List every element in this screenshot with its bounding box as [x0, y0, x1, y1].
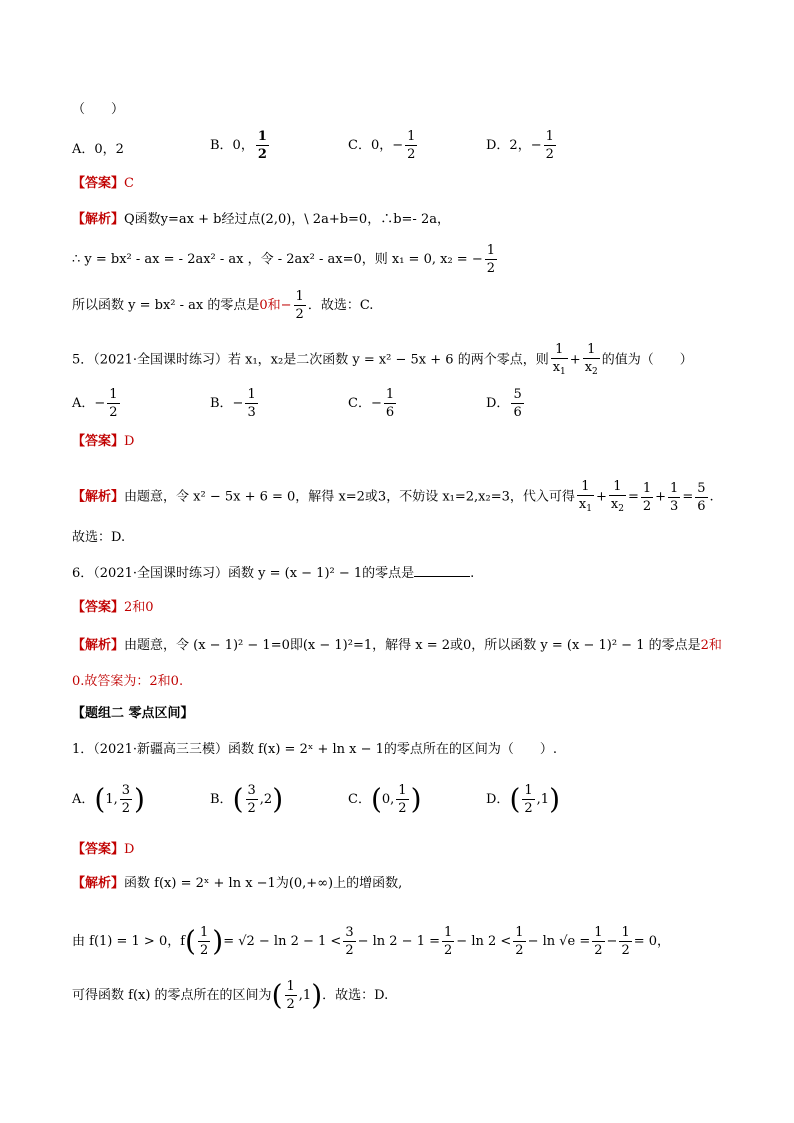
q5-stem: 5．（2021·全国课时练习）若 x₁，x₂是二次函数 y = x² − 5x + 6 的两个零点，则 $\frac{1}{x_1}$ + $\frac{1}{x_2}$ 的值为（ ）: [72, 342, 693, 377]
q4-analysis-line-3: 所以函数 y = bx² - ax 的零点是0和− $\frac{1}{2}$ ．故选：C.: [72, 289, 374, 322]
q5-option-b[interactable]: B．− $\frac{1}{3}$: [210, 387, 256, 420]
q1-stem: 1．（2021·新疆高三三模）函数 f(x) = 2ˣ + ln x − 1的零点所在的区间为（ ）.: [72, 742, 558, 757]
q4-option-c[interactable]: C．0，− $\frac{1}{2}$: [348, 129, 416, 162]
q4-option-b[interactable]: B．0， $\frac{1}{2}$: [210, 129, 267, 162]
q1-answer: 【答案】D: [72, 842, 135, 857]
q1-option-c[interactable]: C．(0, $\frac{1}{2}$ ): [348, 782, 422, 816]
group2-heading: 【题组二 零点区间】: [72, 706, 194, 721]
q1-analysis-line-1: 【解析】函数 f(x) = 2ˣ + ln x −1为(0,+∞)上的增函数,: [72, 876, 403, 891]
q4-analysis-line-2: ∴ y = bx² - ax = - 2ax² - ax ，令 - 2ax² - ax=0，则 x₁ = 0, x₂ = − $\frac{1}{2}$: [72, 243, 495, 276]
q6-analysis-line-2: 0.故答案为：2和0.: [72, 674, 184, 689]
q4-option-d[interactable]: D．2，− $\frac{1}{2}$: [486, 129, 554, 162]
q1-analysis-line-3: 可得函数 f(x) 的零点所在的区间为( $\frac{1}{2}$ ,1)．故选：D.: [72, 978, 389, 1012]
q6-answer: 【答案】2和0: [72, 600, 154, 615]
q1-option-b[interactable]: B．( $\frac{3}{2}$ ,2): [210, 782, 284, 816]
answer-blank: [414, 564, 470, 577]
q5-answer: 【答案】D: [72, 434, 135, 449]
q4-option-a[interactable]: A．0，2: [72, 142, 124, 157]
q5-option-a[interactable]: A．− $\frac{1}{2}$: [72, 387, 118, 420]
q5-analysis-line-2: 故选：D.: [72, 530, 126, 545]
q4-analysis-line-1: 【解析】Q函数y=ax + b经过点(2,0)，\ 2a+b=0，∴b=- 2a，: [72, 212, 450, 227]
q5-option-d[interactable]: D． $\frac{5}{6}$: [486, 387, 522, 420]
q1-option-a[interactable]: A．(1, $\frac{3}{2}$ ): [72, 782, 145, 816]
q6-analysis-line-1: 【解析】由题意，令 (x − 1)² − 1=0即(x − 1)²=1，解得 x = 2或0，所以函数 y = (x − 1)² − 1 的零点是2和: [72, 638, 722, 653]
q5-analysis-line-1: 【解析】由题意，令 x² − 5x + 6 = 0，解得 x=2或3，不妨设 x₁=2,x₂=3，代入可得 $\frac{1}{x_1}$ + $\frac{1}{x_2}$ = $\frac{1}{2}$ + $\frac{1}{3}$ = $\frac{5}{6}$ .: [72, 479, 714, 514]
q4-answer: 【答案】C: [72, 176, 134, 191]
fraction: $\frac{1}{2}$: [257, 129, 267, 162]
q4-bracket: （ ）: [72, 102, 125, 117]
q1-analysis-line-2: 由 f(1) = 1 > 0，f( $\frac{1}{2}$ )= √2 − ln 2 − 1 < $\frac{3}{2}$ − ln 2 − 1 = $\frac{1}{2}$ − ln 2 < $\frac{1}{2}$ − ln √e = $\frac{1}{2}$ − $\frac{1}{2}$ = 0，: [72, 924, 671, 958]
q1-option-d[interactable]: D．( $\frac{1}{2}$ ,1): [486, 782, 560, 816]
q6-stem: 6．（2021·全国课时练习）函数 y = (x − 1)² − 1的零点是 .: [72, 566, 475, 581]
q5-option-c[interactable]: C．− $\frac{1}{6}$: [348, 387, 395, 420]
